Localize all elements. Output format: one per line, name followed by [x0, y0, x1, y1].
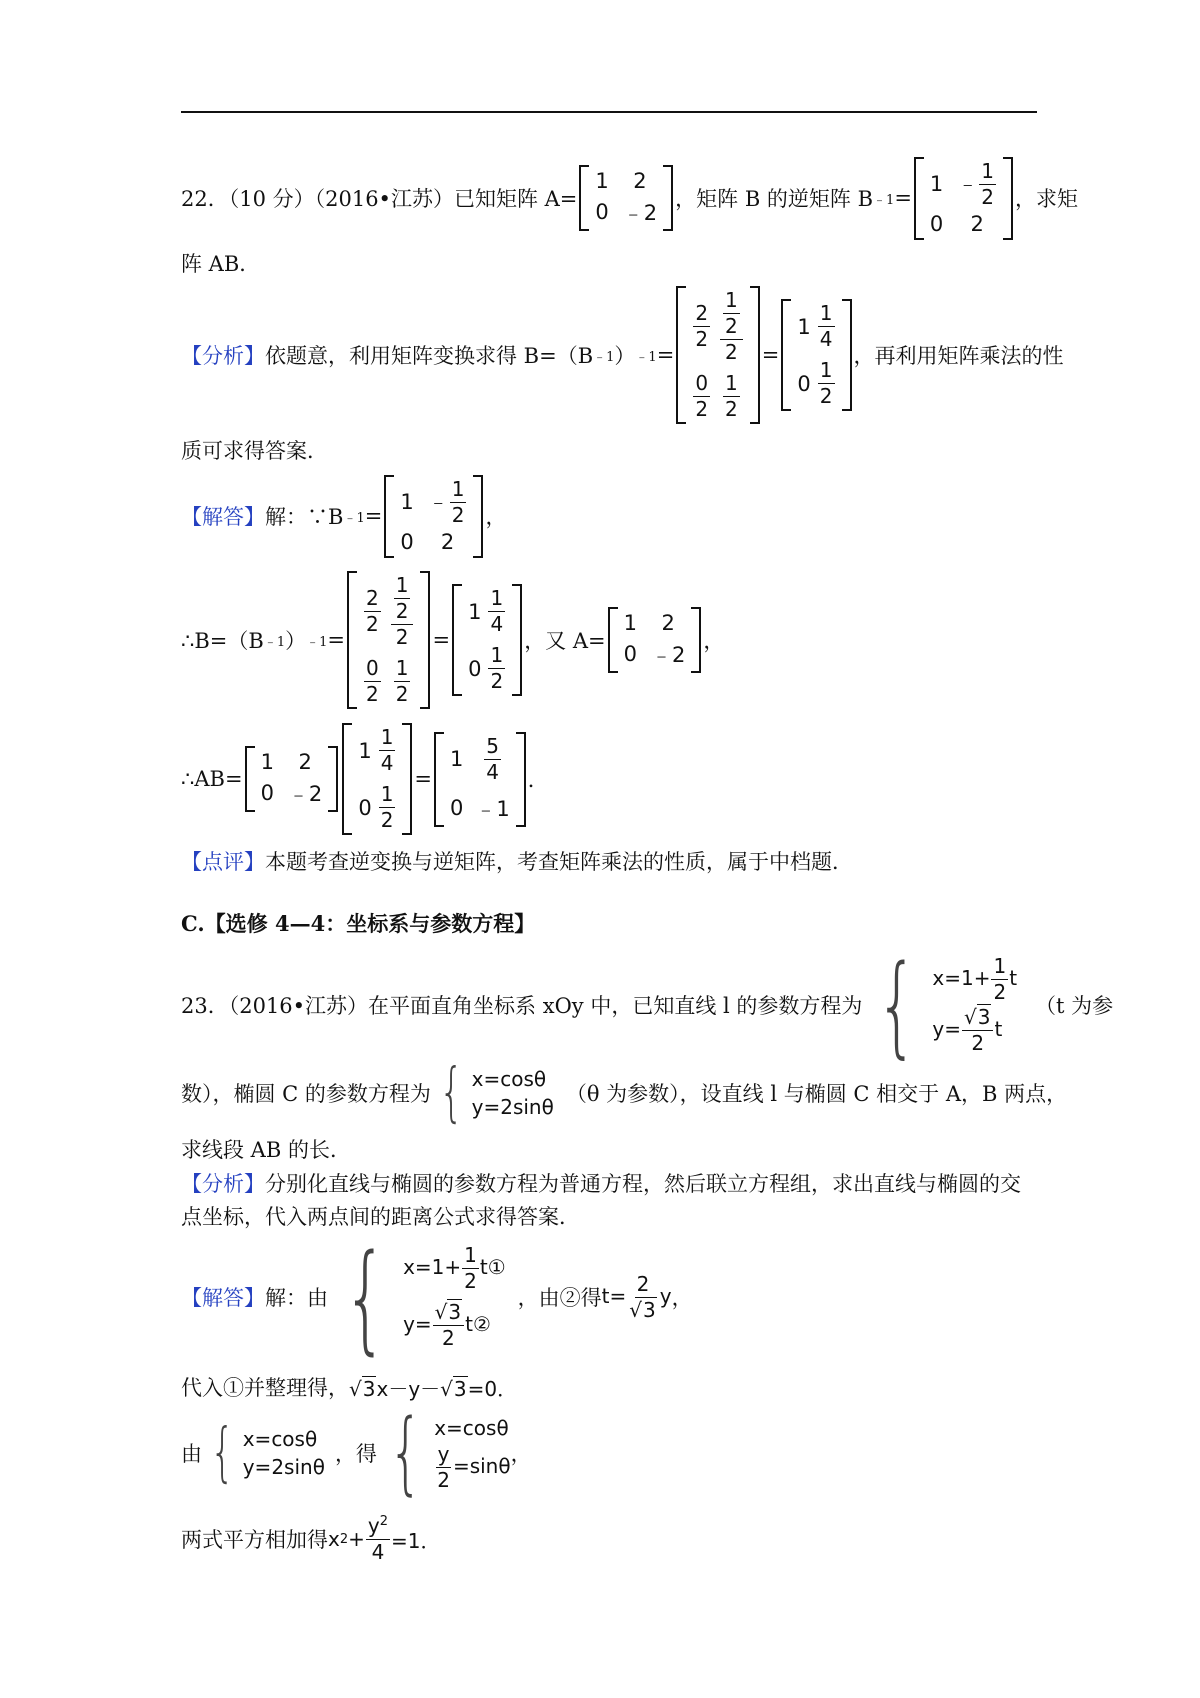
superscript: ﹣1 — [306, 634, 328, 650]
solution-tag: 【解答】 — [181, 1286, 265, 1310]
matrix-B-result: 1 $\frac{1}{4}$ 0 $\frac{1}{2}$ — [781, 299, 851, 411]
p22-solution-line1 — [181, 468, 506, 564]
p22-analysis — [181, 280, 1064, 430]
p23-q4: （θ 为参数），设直线 l 与椭圆 C 相交于 A，B 两点， — [565, 1082, 1068, 1106]
matrix-A: 1 2 0 ﹣2 — [245, 746, 339, 812]
solution-text: 代入①并整理得， — [181, 1376, 349, 1400]
p23-solution-line3 — [181, 1400, 532, 1505]
superscript: ﹣1 — [343, 510, 365, 526]
p23-q3: 数），椭圆 C 的参数方程为 — [181, 1082, 431, 1106]
cell: 1 — [595, 169, 609, 193]
analysis-text: 质可求得答案． — [181, 439, 328, 463]
comma: ， — [671, 1286, 693, 1310]
analysis-text: 点坐标，代入两点间的距离公式求得答案． — [181, 1205, 580, 1229]
p23-analysis — [181, 1168, 1021, 1198]
line-param-system-numbered: { x=1+ $\frac{1}{2}$ t① y= $\frac{√3}{2}$ t② — [343, 1228, 506, 1366]
matrix-B-fractions: $\frac{2}{2}$ $\frac{\frac{1}{2}}{2}$ $\frac{0}{2}$ $\frac{1}{2}$ — [676, 286, 759, 424]
ellipse-equation: x 2 + $\frac{y^2}{4}$ =1． — [328, 1513, 441, 1564]
solution-text: ，又 A= — [524, 629, 606, 653]
p23-line2 — [181, 1056, 1068, 1130]
matrix-B-result: 1 $\frac{1}{4}$ 0 $\frac{1}{2}$ — [342, 723, 412, 835]
equals: = — [761, 343, 780, 367]
superscript: ﹣1 — [873, 192, 895, 208]
solution-text: ∴AB= — [181, 767, 243, 791]
problem-23-statement — [181, 941, 1114, 1069]
equals: = — [364, 504, 383, 528]
solution-text: 由 — [181, 1442, 202, 1466]
p23-q1: 23．（2016•江苏）在平面直角坐标系 xOy 中，已知直线 l 的参数方程为 — [181, 994, 863, 1018]
p23-solution-line2 — [181, 1372, 517, 1402]
solution-text: 解：∵B — [265, 505, 344, 529]
solution-text: ，得 — [334, 1442, 377, 1466]
analysis-text: ） — [614, 344, 636, 368]
p22-q3: ，求矩 — [1015, 187, 1079, 211]
superscript: ﹣1 — [593, 349, 615, 365]
matrix-B-fractions: $\frac{2}{2}$ $\frac{\frac{1}{2}}{2}$ $\frac{0}{2}$ $\frac{1}{2}$ — [347, 571, 430, 709]
matrix-B-result: 1 $\frac{1}{4}$ 0 $\frac{1}{2}$ — [452, 584, 522, 696]
cell: 1 — [929, 172, 944, 196]
matrix-A — [579, 165, 673, 231]
p23-solution-line1 — [181, 1228, 693, 1366]
equals: = — [432, 628, 451, 652]
period: ． — [527, 768, 549, 792]
cell: 2 — [970, 211, 984, 236]
analysis-text: 分别化直线与椭圆的参数方程为普通方程，然后联立方程组，求出直线与椭圆的交 — [265, 1172, 1021, 1196]
superscript: ﹣1 — [263, 634, 286, 650]
line-equation: √3x－y－√3=0． — [349, 1376, 518, 1401]
comma: ， — [485, 505, 507, 529]
line-param-system: { x=1+ $\frac{1}{2}$ t y= $\frac{√3}{2}$ t — [876, 941, 1018, 1069]
top-rule — [181, 111, 1037, 113]
p22-solution-line2 — [181, 565, 724, 715]
p22-comment — [181, 846, 853, 876]
problem-22-statement — [181, 150, 1078, 246]
solution-text: 两式平方相加得 — [181, 1528, 328, 1552]
solution-tag: 【解答】 — [181, 505, 265, 529]
analysis-tag: 【分析】 — [181, 344, 265, 368]
ellipse-param-system: { x=cosθ y=2sinθ — [210, 1416, 325, 1490]
cell: 0 — [929, 211, 944, 236]
matrix-A: 1 2 0 ﹣2 — [608, 607, 702, 673]
cell: 2 — [633, 169, 647, 193]
equals: = — [656, 343, 675, 367]
p23-q5: 求线段 AB 的长． — [181, 1138, 351, 1162]
p22-q4: 阵 AB． — [181, 252, 261, 276]
solution-text: ，由②得 — [517, 1286, 602, 1310]
comment-tag: 【点评】 — [181, 850, 265, 874]
ellipse-param-system-2: { x=cosθ $\frac{y}{2}$ =sinθ — [388, 1400, 511, 1505]
analysis-text: ，再利用矩阵乘法的性 — [853, 344, 1064, 368]
comment-text: 本题考查逆变换与逆矩阵，考查矩阵乘法的性质，属于中档题． — [265, 850, 853, 874]
comma: ， — [510, 1442, 532, 1466]
p23-solution-line4 — [181, 1504, 441, 1574]
solution-text: 解：由 — [265, 1286, 328, 1310]
section-c-heading: C.【选修 4—4：坐标系与参数方程】 — [181, 911, 536, 936]
p22-q1: 22．（10 分）（2016•江苏）已知矩阵 A= — [181, 187, 578, 211]
matrix-AB-result: 1 $\frac{5}{4}$ 0 ﹣1 — [434, 732, 526, 827]
matrix-B-inverse — [914, 157, 1013, 240]
matrix-B-inverse: 1 ﹣ $\frac{1}{2}$ 0 2 — [384, 475, 483, 558]
ellipse-param-system: { x=cosθ y=2sinθ — [439, 1056, 554, 1130]
solution-text: ） — [285, 629, 307, 653]
cell: ﹣2 — [622, 201, 658, 225]
analysis-text: 依题意，利用矩阵变换求得 B=（B — [265, 344, 594, 368]
solution-text: ∴B=（B — [181, 629, 264, 653]
t-expression: t= $\frac{2}{√3}$ y — [601, 1271, 672, 1322]
p22-q2: ，矩阵 B 的逆矩阵 B — [675, 187, 874, 211]
equals: = — [414, 767, 433, 791]
cell: ﹣ $\frac{1}{2}$ — [957, 158, 995, 209]
comma: ， — [703, 629, 725, 653]
p23-q2: （t 为参 — [1035, 994, 1114, 1018]
equals: = — [894, 186, 912, 210]
p22-solution-line3 — [181, 724, 549, 834]
analysis-tag: 【分析】 — [181, 1172, 265, 1196]
superscript: ﹣1 — [635, 349, 657, 365]
cell: 0 — [595, 200, 609, 224]
equals: = — [327, 628, 345, 652]
